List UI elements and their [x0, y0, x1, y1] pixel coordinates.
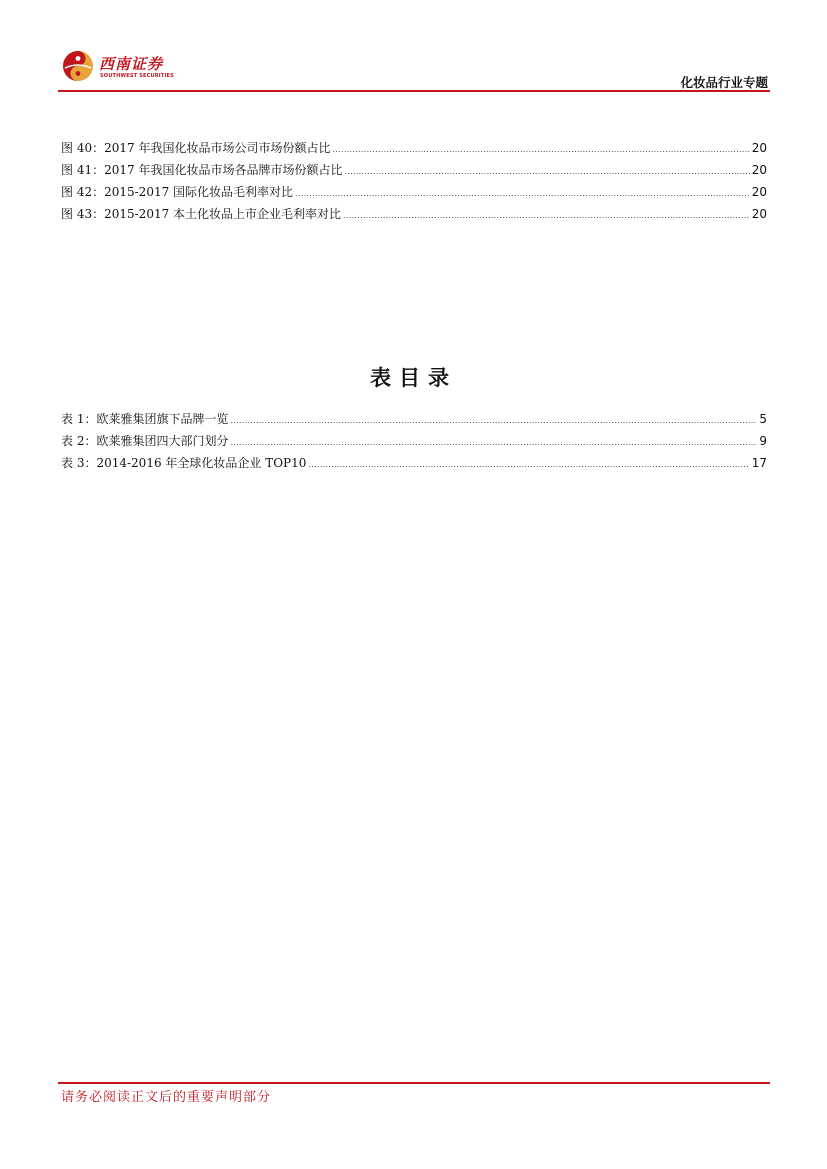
toc-entry-page: 20	[751, 163, 767, 177]
toc-leader-dots	[332, 139, 749, 161]
toc-entry-page: 20	[751, 141, 767, 155]
company-logo	[62, 50, 182, 84]
toc-entry-label: 表 1：欧莱雅集团旗下品牌一览	[61, 412, 229, 426]
report-title: 化妆品行业专题	[680, 75, 768, 90]
toc-entry-page: 9	[759, 434, 767, 448]
page-header	[58, 48, 770, 92]
toc-leader-dots	[295, 183, 750, 205]
toc-entry-page: 20	[751, 207, 767, 221]
toc-entry-label: 图 41：2017 年我国化妆品市场各品牌市场份额占比	[61, 163, 343, 177]
figure-list	[61, 137, 767, 225]
logo-chinese-name: 西南证券	[99, 55, 164, 73]
toc-entry-page: 20	[751, 185, 767, 199]
toc-entry-page: 5	[759, 412, 767, 426]
toc-leader-dots	[230, 410, 757, 432]
toc-leader-dots	[343, 205, 750, 227]
toc-entry-table-3[interactable]	[61, 452, 767, 474]
toc-entry-page: 17	[751, 456, 767, 470]
toc-entry-figure-41[interactable]	[61, 159, 767, 181]
toc-entry-label: 表 2：欧莱雅集团四大部门划分	[61, 434, 229, 448]
header-divider	[58, 90, 770, 92]
toc-entry-figure-42[interactable]	[61, 181, 767, 203]
toc-entry-label: 图 43：2015-2017 本土化妆品上市企业毛利率对比	[61, 207, 342, 221]
logo-emblem-icon	[62, 50, 94, 82]
toc-entry-figure-40[interactable]	[61, 137, 767, 159]
footer-disclaimer: 请务必阅读正文后的重要声明部分	[61, 1090, 272, 1105]
toc-leader-dots	[344, 161, 749, 183]
toc-leader-dots	[308, 454, 749, 476]
toc-entry-table-2[interactable]	[61, 430, 767, 452]
toc-entry-label: 图 40：2017 年我国化妆品市场公司市场份额占比	[61, 141, 331, 155]
toc-entry-label: 图 42：2015-2017 国际化妆品毛利率对比	[61, 185, 294, 199]
footer-divider	[58, 1082, 770, 1084]
toc-entry-label: 表 3：2014-2016 年全球化妆品企业 TOP10	[61, 456, 307, 470]
toc-entry-table-1[interactable]	[61, 408, 767, 430]
table-list-heading: 表目录	[370, 365, 457, 390]
logo-english-name: SOUTHWEST SECURITIES	[100, 73, 174, 79]
toc-entry-figure-43[interactable]	[61, 203, 767, 225]
toc-leader-dots	[230, 432, 757, 454]
table-list	[61, 408, 767, 474]
